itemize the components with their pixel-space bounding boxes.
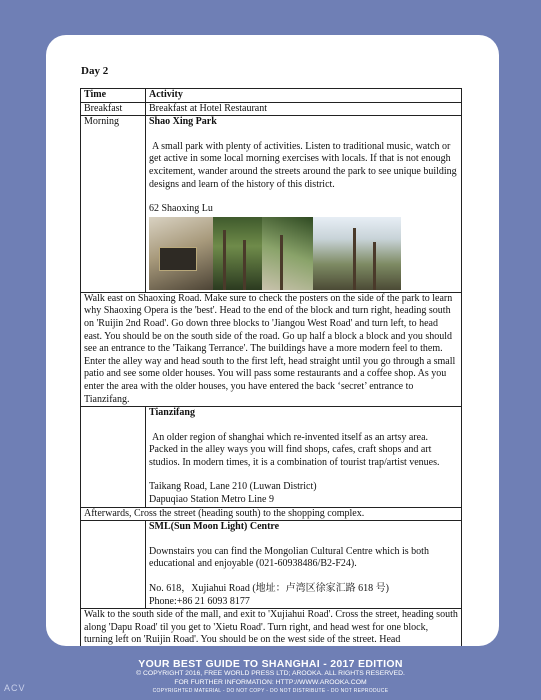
- photo-strip: [149, 217, 458, 290]
- table-header-row: [81, 89, 462, 103]
- activity-description: Downstairs you can find the Mongolian Cultural Centre which is both educational and enjoyable (021-60938486/B2-F24).: [149, 545, 429, 570]
- activity-address: No. 618，Xujiahui Road (地址：卢湾区徐家汇路 618 号): [149, 583, 389, 595]
- walk-directions-1: Walk east on Shaoxing Road. Make sure to check the posters on the side of the park to learn why Shaoxing Opera is the 'best'. Head to the end of the block and turn right, heading south on 'Ruijin 2nd Road'. Go down three blocks to 'Jiangou West Road' and turn left, to head east. You should be on the south side of the road. Go up half a block a block and you should see an entrance to the 'Taikang Terrance'. The buildings have a more modern feel to them. Enter the alley way and head south to the first left, head straight until you go through a small patio and see some older houses. You will pass some restaurants and a coffee shop. As you enter the area with the older houses, you have entered the back ‘secret’ entrance to Tianzifang.: [81, 292, 462, 406]
- activity-title: Shao Xing Park: [149, 116, 217, 128]
- activity-title: SML(Sun Moon Light) Centre: [149, 521, 280, 533]
- activity-description: An older region of shanghai which re-invented itself as an artsy area. Packed in the alley ways you will find shops, cafes, craft shops and art studios. In modern times, it is a combination of tourist trap/artist venues.: [149, 431, 440, 468]
- itinerary-table: [80, 88, 462, 646]
- footer-info-link: FOR FURTHER INFORMATION: HTTP://WWW.AROOKA.COM: [174, 679, 367, 686]
- walk-directions-2: Walk to the south side of the mall, and exit to 'Xujiahui Road'. Cross the street, heading south along 'Dapu Road' til you get to 'Xietu Road'. Turn right, and head west for one block, turning left on 'Ruijin Road'. You should be on the west side of the street. Head: [81, 609, 462, 646]
- page-sheet: [46, 35, 499, 646]
- tianzifang-time: [81, 407, 146, 508]
- afterwards-directions: Afterwards, Cross the street (heading south) to the shopping complex.: [81, 507, 462, 521]
- park-sign-image: [159, 247, 197, 271]
- park-path-photo: [213, 217, 262, 290]
- footer-title: YOUR BEST GUIDE TO SHANGHAI - 2017 EDITION: [138, 658, 403, 670]
- tianzifang-activity: [146, 407, 462, 508]
- activity-description: A small park with plenty of activities. Listen to traditional music, watch or get active in some local morning exercises with locals. If that is not enough excitement, wander around the streets around the park to see unique building designs and learn of the history of this district.: [149, 140, 457, 190]
- activity-phone: Phone:+86 21 6093 8177: [149, 595, 250, 607]
- breakfast-time: Breakfast: [81, 102, 146, 116]
- table-row: [81, 116, 462, 293]
- park-garden-photo: [262, 217, 313, 290]
- table-row: [81, 507, 462, 521]
- morning-time: Morning: [81, 116, 146, 293]
- table-row: [81, 521, 462, 609]
- sml-activity: [146, 521, 462, 609]
- activity-address: Taikang Road, Lane 210 (Luwan District): [149, 481, 317, 493]
- day-heading: Day 2: [81, 65, 109, 77]
- table-row: [81, 292, 462, 406]
- sml-time: [81, 521, 146, 609]
- park-sign-photo: [149, 217, 213, 290]
- header-activity: Activity: [146, 89, 462, 103]
- table-row: [81, 609, 462, 646]
- footer-copyright: © COPYRIGHT 2016, FREE WORLD PRESS LTD; AROOKA. ALL RIGHTS RESERVED.: [136, 670, 405, 677]
- activity-title: Tianzifang: [149, 407, 195, 419]
- watermark: ACV: [4, 683, 26, 693]
- activity-address: 62 Shaoxing Lu: [149, 203, 213, 215]
- morning-activity: [146, 116, 462, 293]
- activity-metro: Dapuqiao Station Metro Line 9: [149, 494, 274, 506]
- breakfast-activity: Breakfast at Hotel Restaurant: [146, 102, 462, 116]
- footer-notice: COPYRIGHTED MATERIAL - DO NOT COPY - DO NOT DISTRIBUTE - DO NOT REPRODUCE: [152, 688, 389, 694]
- header-time: Time: [81, 89, 146, 103]
- park-street-photo: [313, 217, 401, 290]
- table-row: [81, 102, 462, 116]
- table-row: [81, 407, 462, 508]
